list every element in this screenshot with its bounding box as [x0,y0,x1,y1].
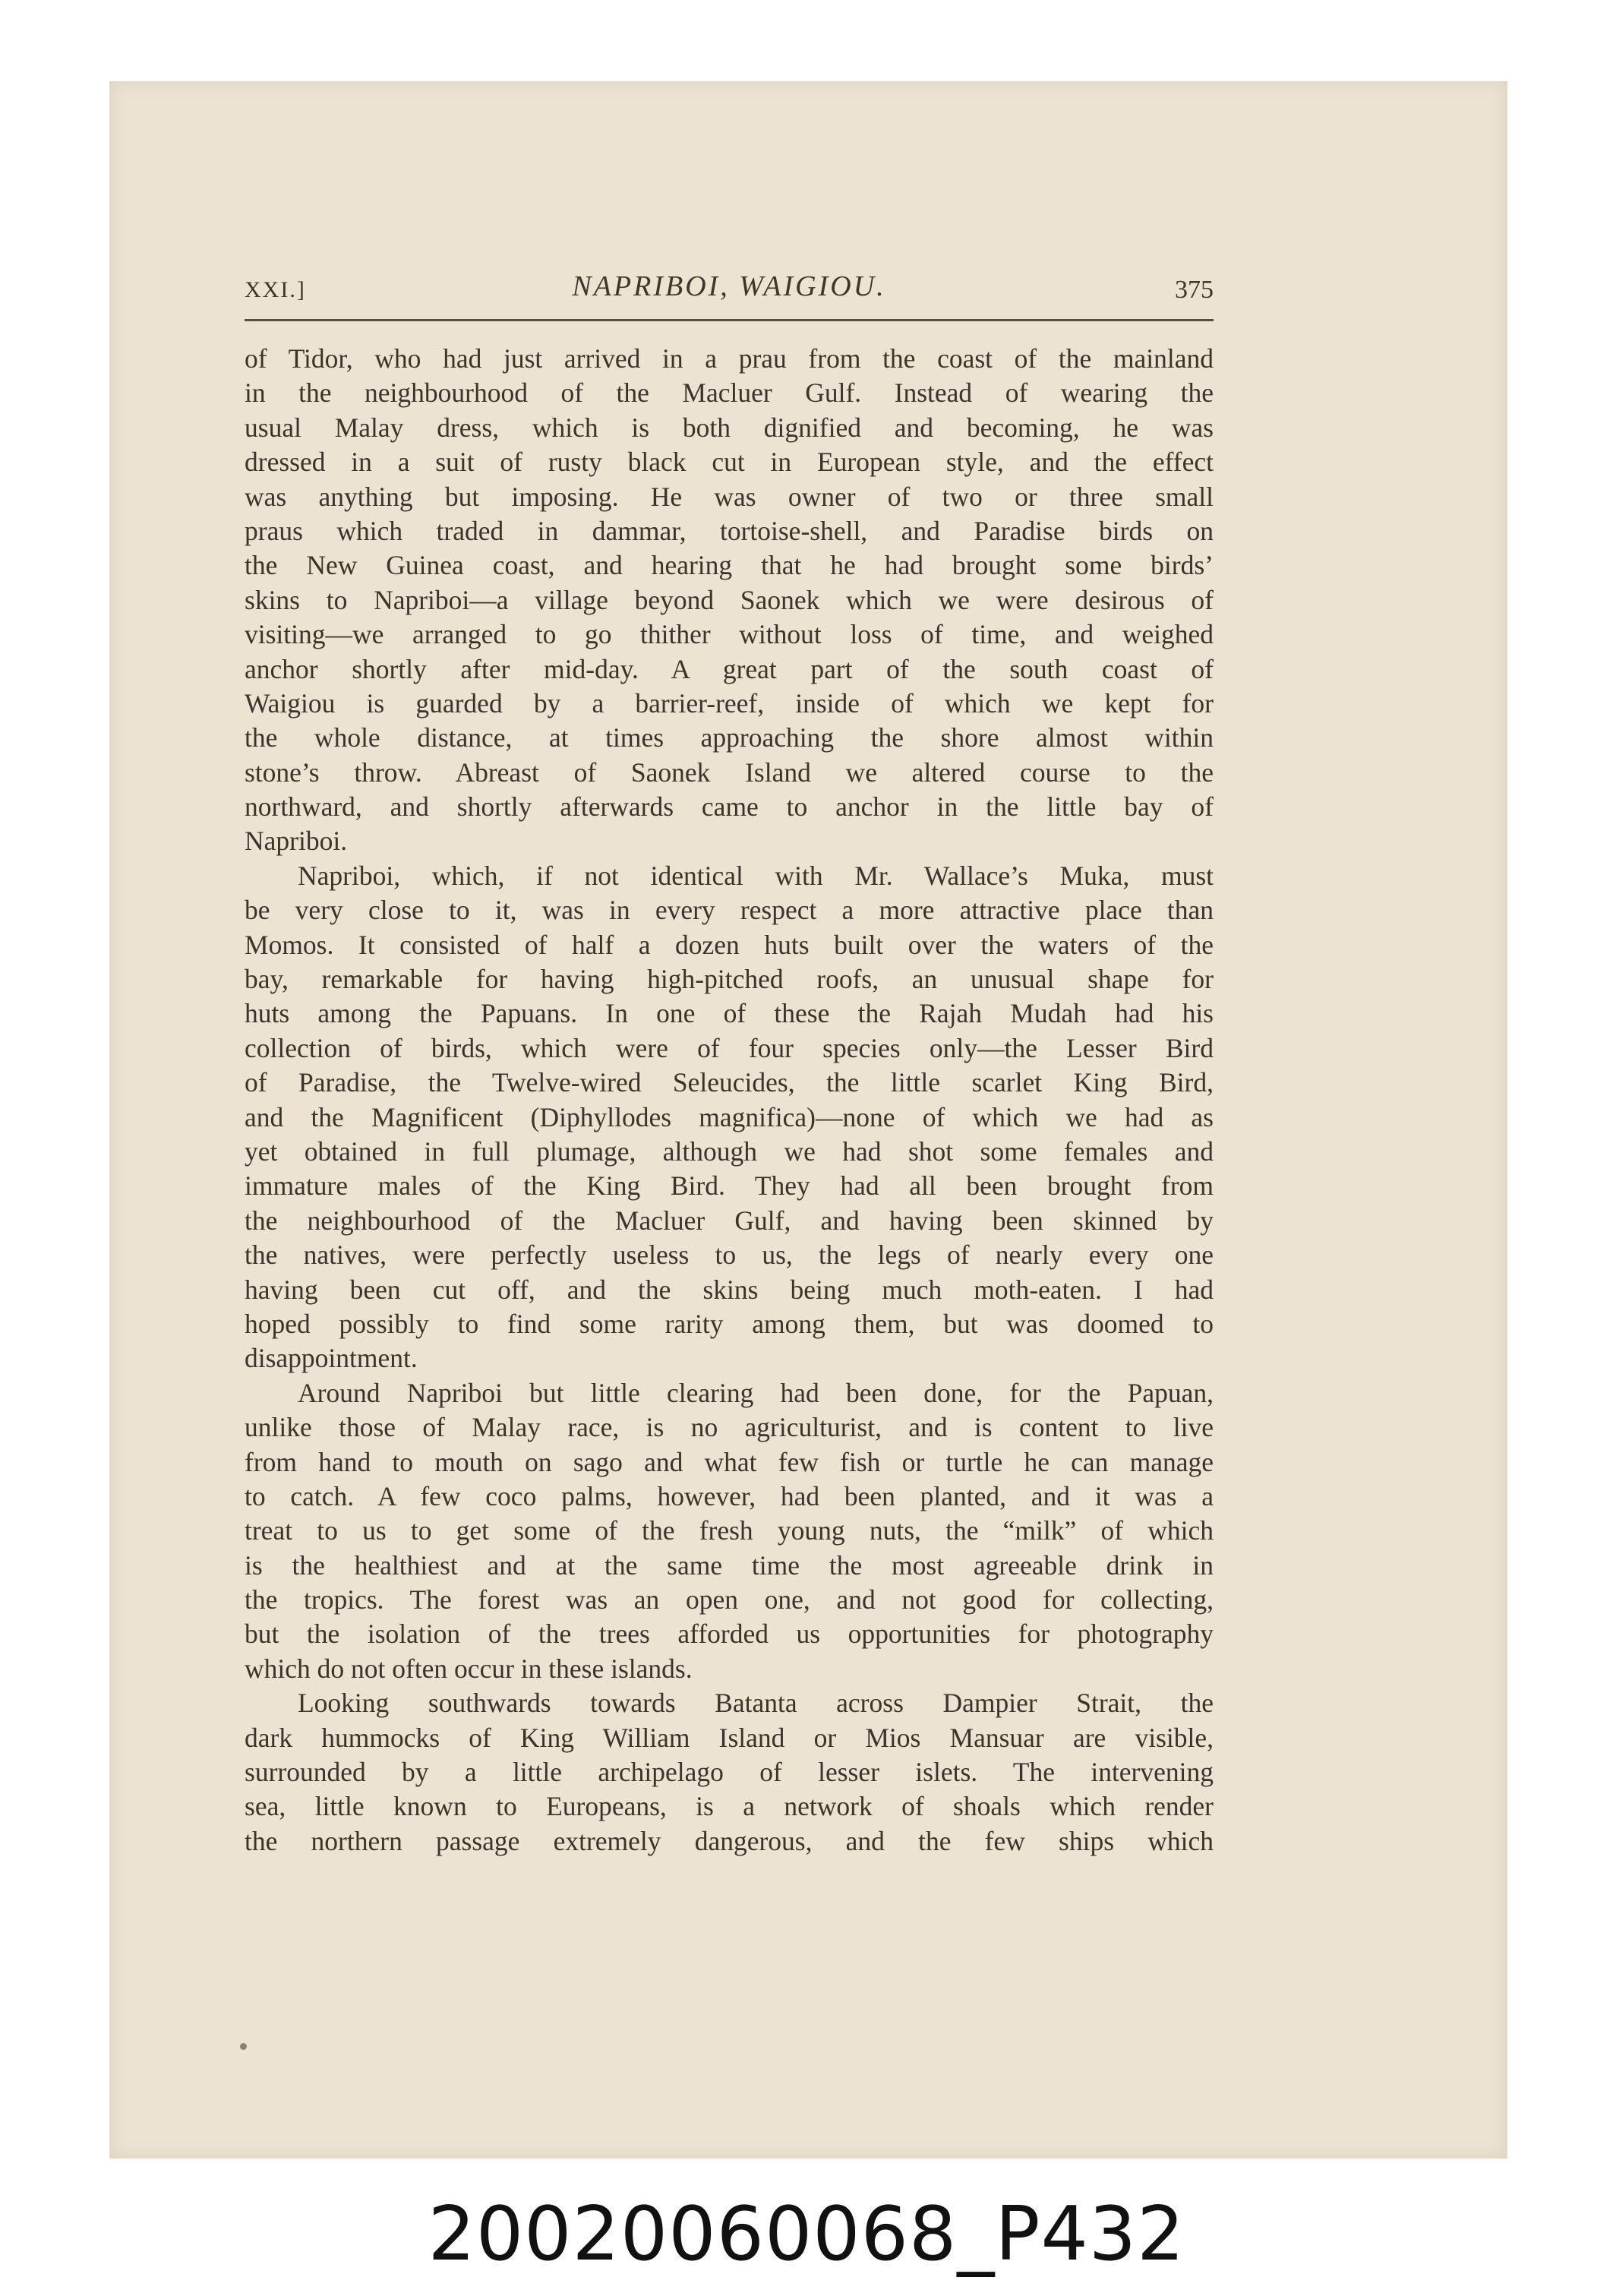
text-line: bay, remarkable for having high-pitched roofs, an unusual shape for [245,964,1214,995]
text-line: the whole distance, at times approaching the shore almost within [245,722,1214,753]
text-line: but the isolation of the trees afforded us opportunities for photography [245,1619,1214,1650]
text-line: sea, little known to Europeans, is a network of shoals which render [245,1791,1214,1822]
text-line: skins to Napriboi—a village beyond Saonek which we were desirous of [245,584,1214,615]
text-line: the natives, were perfectly useless to us, the legs of nearly every one [245,1240,1214,1271]
text-line: Napriboi, which, if not identical with Mr. Wallace’s Muka, must [298,860,1214,891]
text-line: yet obtained in full plumage, although we had shot some females and [245,1135,1214,1167]
text-line: immature males of the King Bird. They had all been brought from [245,1170,1214,1202]
text-line: Looking southwards towards Batanta across Dampier Strait, the [298,1688,1214,1719]
text-line: huts among the Papuans. In one of these the Rajah Mudah had his [245,998,1214,1029]
text-line: northward, and shortly afterwards came to anchor in the little bay of [245,791,1214,823]
paragraph [245,1686,1214,1859]
text-line: the northern passage extremely dangerous, and the few ships which [245,1825,1214,1856]
chapter-marker: XXI.] [245,277,306,302]
text-line: and the Magnificent (Diphyllodes magnifica)—none of which we had as [245,1101,1214,1132]
text-line: be very close to it, was in every respect a more attractive place than [245,895,1214,926]
paragraph [245,1376,1214,1687]
paragraph [245,342,1214,859]
text-line: dark hummocks of King William Island or Mios Mansuar are visible, [245,1722,1214,1753]
text-line: to catch. A few coco palms, however, had been planted, and it was a [245,1480,1214,1511]
text-line: praus which traded in dammar, tortoise-shell, and Paradise birds on [245,515,1214,546]
text-line: of Paradise, the Twelve-wired Seleucides, the little scarlet King Bird, [245,1067,1214,1098]
text-line: which do not often occur in these islands. [245,1653,693,1684]
text-line: of Tidor, who had just arrived in a prau from the coast of the mainland [245,343,1214,374]
text-line: Waigiou is guarded by a barrier-reef, inside of which we kept for [245,687,1214,718]
text-line: in the neighbourhood of the Macluer Gulf. Instead of wearing the [245,377,1214,409]
text-line: having been cut off, and the skins being much moth-eaten. I had [245,1274,1214,1305]
text-line: dressed in a suit of rusty black cut in European style, and the effect [245,447,1214,478]
text-line: Momos. It consisted of half a dozen huts built over the waters of the [245,929,1214,960]
running-head [245,270,1214,315]
text-line: is the healthiest and at the same time the most agreeable drink in [245,1549,1214,1581]
text-line: hoped possibly to find some rarity among them, but was doomed to [245,1308,1214,1339]
text-line: collection of birds, which were of four species only—the Lesser Bird [245,1032,1214,1063]
text-line: Napriboi. [245,826,348,857]
paper-speck [240,2043,247,2050]
text-line: the tropics. The forest was an open one, and not good for collecting, [245,1584,1214,1615]
page-number: 375 [1175,276,1214,304]
text-line: surrounded by a little archipelago of lesser islets. The intervening [245,1757,1214,1788]
text-line: the New Guinea coast, and hearing that he had brought some birds’ [245,550,1214,581]
body-text [245,342,1214,1859]
text-line: was anything but imposing. He was owner of two or three small [245,481,1214,512]
paragraph [245,859,1214,1376]
text-line: treat to us to get some of the fresh young nuts, the “milk” of which [245,1515,1214,1546]
scan-identifier: 20020060068_P432 [428,2191,1185,2278]
running-title: NAPRIBOI, WAIGIOU. [572,270,886,302]
text-line: usual Malay dress, which is both dignified and becoming, he was [245,412,1214,443]
text-line: the neighbourhood of the Macluer Gulf, and having been skinned by [245,1205,1214,1236]
text-line: anchor shortly after mid-day. A great part of the south coast of [245,653,1214,684]
text-line: Around Napriboi but little clearing had been done, for the Papuan, [298,1377,1214,1408]
text-line: unlike those of Malay race, is no agriculturist, and is content to live [245,1412,1214,1443]
header-rule [245,319,1214,321]
text-line: disappointment. [245,1343,418,1374]
text-line: from hand to mouth on sago and what few fish or turtle he can manage [245,1446,1214,1477]
text-line: stone’s throw. Abreast of Saonek Island we altered course to the [245,756,1214,788]
text-line: visiting—we arranged to go thither without loss of time, and weighed [245,619,1214,650]
